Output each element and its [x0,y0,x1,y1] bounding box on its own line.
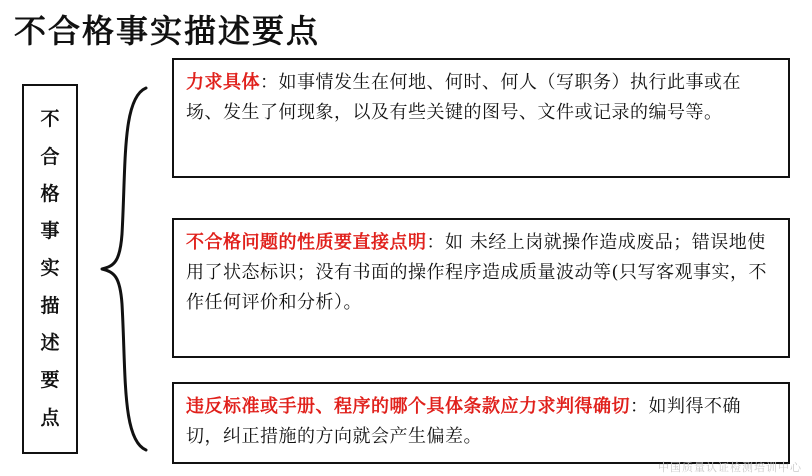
content-box-3-emphasis: 违反标准或手册、程序的哪个具体条款应力求判得确切 [186,396,630,417]
left-curly-brace-icon [96,84,152,454]
vertical-label-char: 事 [40,220,60,243]
content-box-2-body: ：如 未经上岗就操作造成废品；错误地使用了状态标识；没有书面的操作程序造成质量波动等(只写客观事实，不作任何评价和分析）。 [186,232,768,313]
content-box-2-text [186,228,776,318]
vertical-label-char: 合 [40,145,60,168]
content-box-1 [172,58,790,178]
content-box-1-emphasis: 力求具体 [186,72,260,93]
content-box-1-body: ：如事情发生在何地、何时、何人（写职务）执行此事或在场、发生了何现象，以及有些关键的图号、文件或记录的编号等。 [186,72,741,123]
vertical-label-char: 述 [40,332,60,355]
content-box-3-text [186,392,776,452]
watermark: 中国质量认证检测培训中心 [658,462,802,474]
content-box-3-body: ：如判得不确切，纠正措施的方向就会产生偏差。 [186,396,741,447]
vertical-label-char: 不 [40,108,60,131]
content-box-2 [172,218,790,358]
vertical-label-char: 实 [40,257,60,280]
vertical-label-char: 要 [40,369,60,392]
vertical-label-char: 描 [40,294,60,317]
content-box-2-emphasis: 不合格问题的性质要直接点明 [186,232,427,253]
content-box-1-text [186,68,776,128]
page-title: 不合格事实描述要点 [14,12,321,50]
vertical-label-box [22,84,78,454]
vertical-label-char: 格 [40,182,60,205]
content-box-3 [172,382,790,464]
vertical-label-char: 点 [40,406,60,429]
